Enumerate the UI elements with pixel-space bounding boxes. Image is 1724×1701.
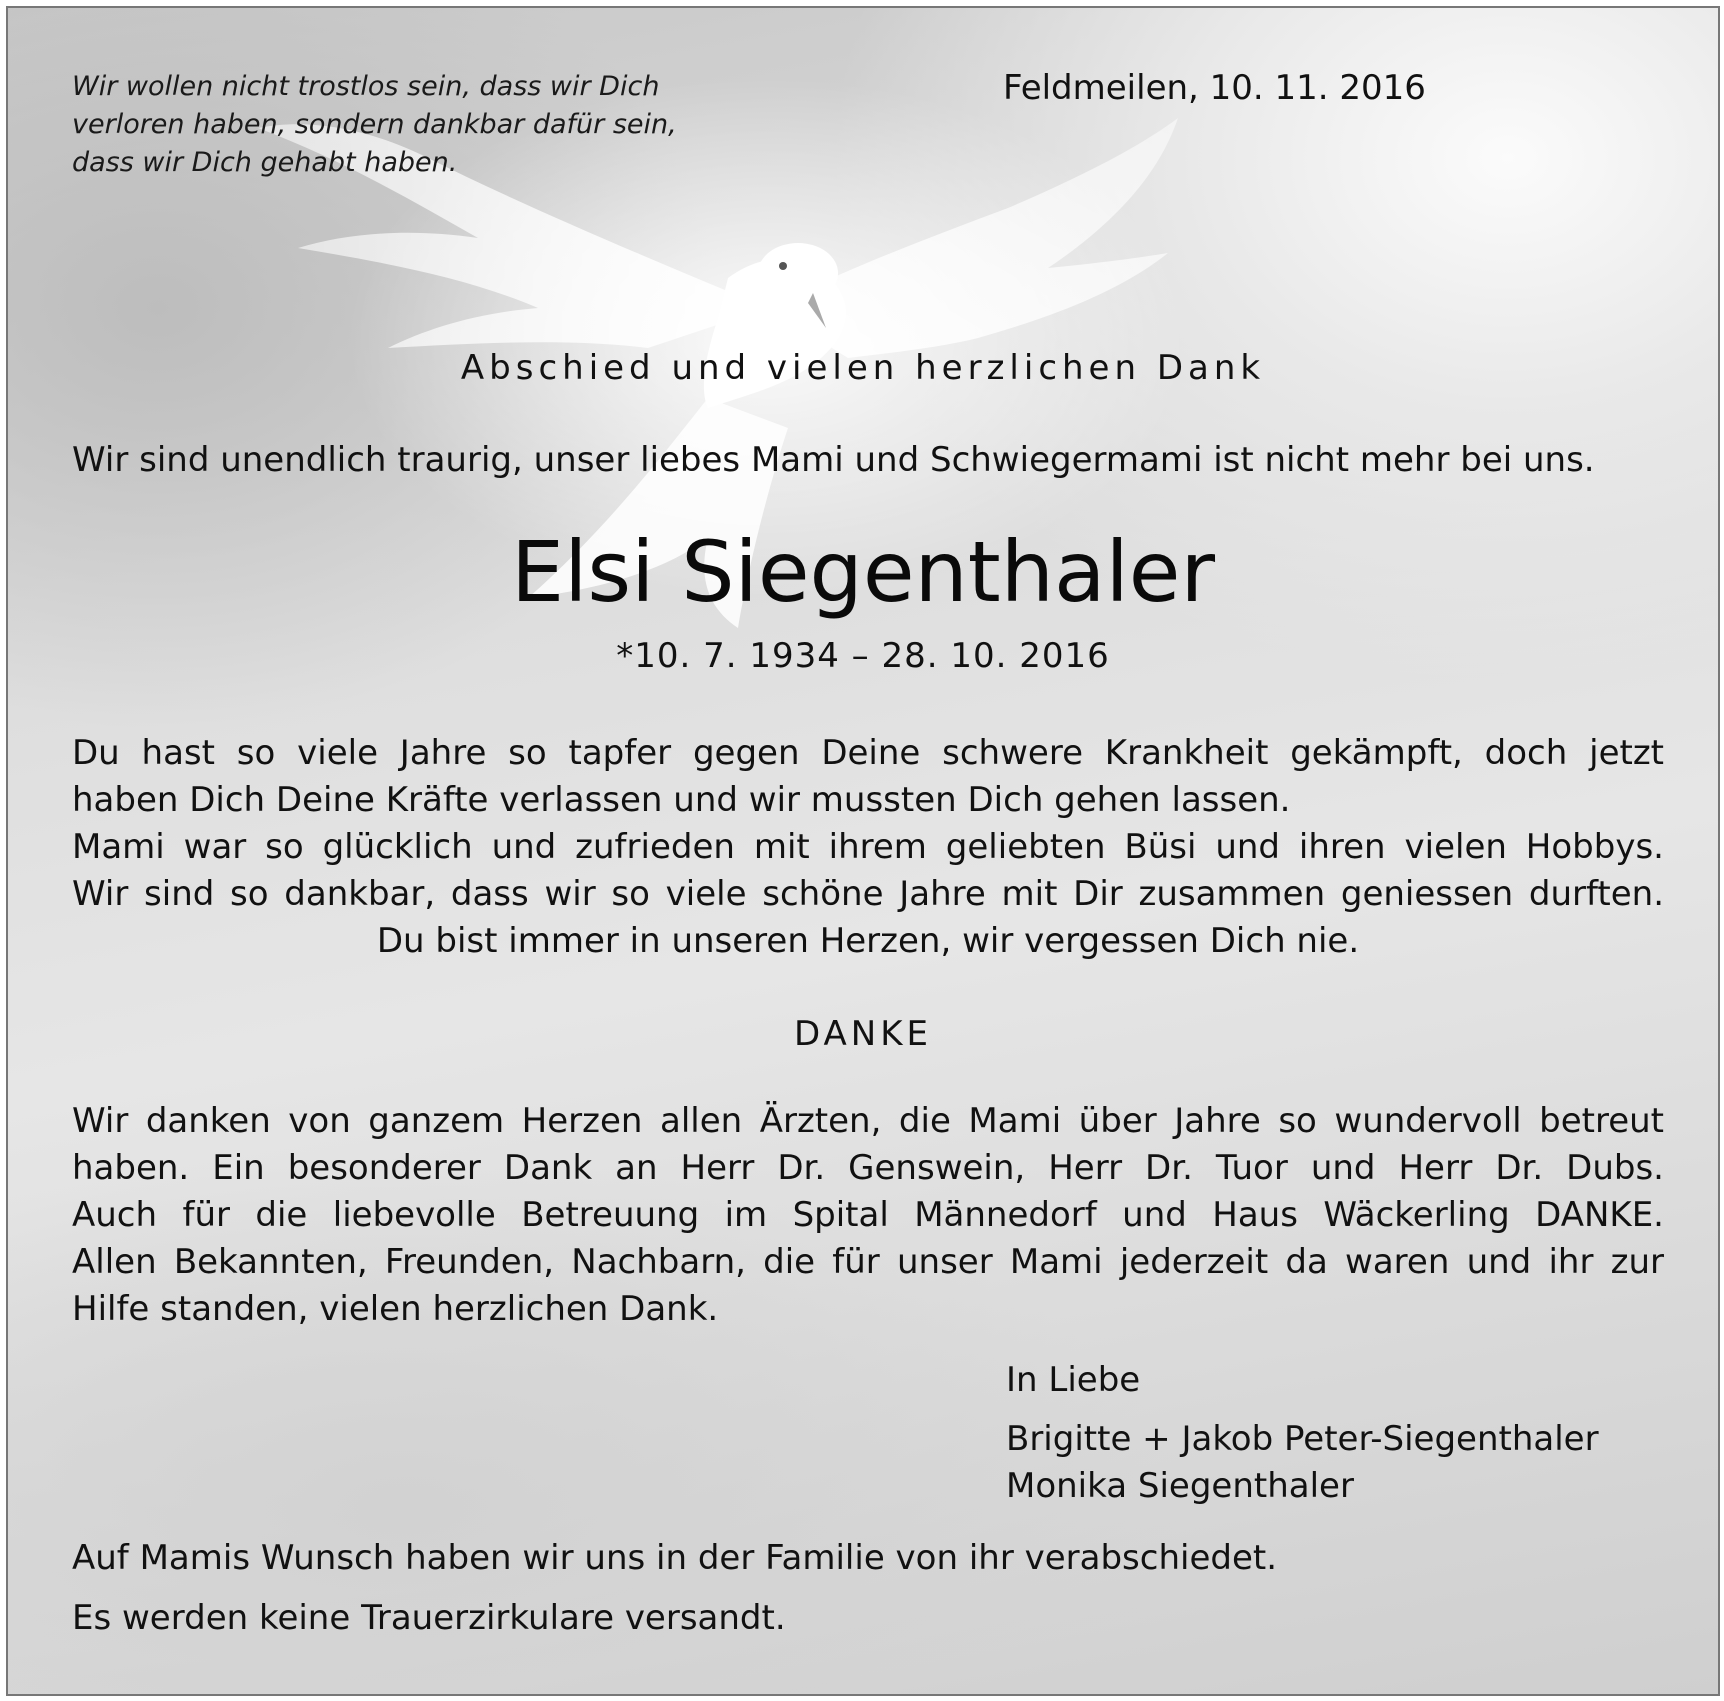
paragraph-line: Du bist immer in unseren Herzen, wir vergessen Dich nie.: [376, 921, 1360, 961]
paragraph-line: Wir danken von ganzem Herzen allen Ärzten, die Mami über Jahre so wundervoll betreut: [72, 1101, 1664, 1141]
footer-note: Auf Mamis Wunsch haben wir uns in der Familie von ihr verabschiedet.: [72, 1538, 1278, 1578]
obituary-card: [6, 6, 1720, 1696]
intro-sentence: Wir sind unendlich traurig, unser liebes Mami und Schwiegermami ist nicht mehr bei uns.: [72, 440, 1595, 480]
quote-line: dass wir Dich gehabt haben.: [72, 147, 458, 178]
remembrance-paragraph: [72, 730, 1664, 965]
signature-name: Monika Siegenthaler: [1006, 1466, 1354, 1506]
paragraph-line: Allen Bekannten, Freunden, Nachbarn, die für unser Mami jederzeit da waren und ihr zur: [72, 1242, 1664, 1282]
signature-closing: In Liebe: [1006, 1360, 1141, 1400]
paragraph-line: haben Dich Deine Kräfte verlassen und wir mussten Dich gehen lassen.: [72, 780, 1291, 820]
paragraph-line: haben. Ein besonderer Dank an Herr Dr. Genswein, Herr Dr. Tuor und Herr Dr. Dubs.: [72, 1148, 1664, 1188]
footer-note: Es werden keine Trauerzirkulare versandt.: [72, 1598, 786, 1638]
deceased-name: Elsi Siegenthaler: [511, 523, 1215, 621]
paragraph-line: Auch für die liebevolle Betreuung im Spital Männedorf und Haus Wäckerling DANKE.: [72, 1195, 1664, 1235]
danke-heading: DANKE: [793, 1014, 933, 1054]
farewell-heading: Abschied und vielen herzlichen Dank: [460, 348, 1266, 388]
signature-name: Brigitte + Jakob Peter-Siegenthaler: [1006, 1419, 1599, 1459]
paragraph-line: Mami war so glücklich und zufrieden mit ihrem geliebten Büsi und ihren vielen Hobbys.: [72, 827, 1664, 867]
signature-names: [1006, 1416, 1599, 1510]
paragraph-line: Hilfe standen, vielen herzlichen Dank.: [72, 1289, 719, 1329]
memorial-quote: [72, 68, 677, 182]
place-date: Feldmeilen, 10. 11. 2016: [1003, 68, 1426, 108]
thanks-paragraph: [72, 1098, 1664, 1333]
paragraph-line: Du hast so viele Jahre so tapfer gegen Deine schwere Krankheit gekämpft, doch jetzt: [72, 733, 1664, 773]
life-dates: *10. 7. 1934 – 28. 10. 2016: [616, 636, 1110, 676]
quote-line: verloren haben, sondern dankbar dafür sein,: [72, 109, 677, 140]
quote-line: Wir wollen nicht trostlos sein, dass wir Dich: [72, 71, 660, 102]
paragraph-line: Wir sind so dankbar, dass wir so viele schöne Jahre mit Dir zusammen geniessen durften.: [72, 874, 1664, 914]
